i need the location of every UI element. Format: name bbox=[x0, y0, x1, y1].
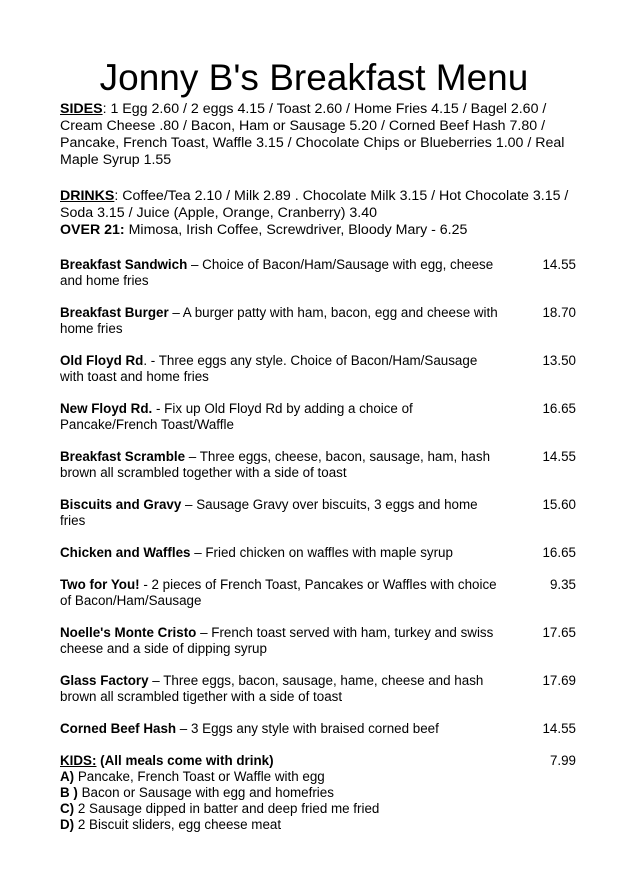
item-name: Noelle's Monte Cristo bbox=[60, 625, 197, 640]
sides-section bbox=[60, 101, 580, 169]
item-price: 18.70 bbox=[542, 305, 576, 320]
item-description: – Fried chicken on waffles with maple syrup bbox=[190, 545, 453, 560]
item-name: Breakfast Sandwich bbox=[60, 257, 188, 272]
item-price: 9.35 bbox=[549, 577, 576, 592]
over21-section bbox=[60, 222, 580, 239]
item-description: – A burger patty with ham, bacon, egg and cheese with home fries bbox=[60, 305, 498, 336]
menu-item bbox=[60, 545, 576, 561]
kids-option: A) Pancake, French Toast or Waffle with egg bbox=[60, 769, 325, 784]
item-price: 16.65 bbox=[542, 545, 576, 560]
item-price: 14.55 bbox=[542, 449, 576, 464]
item-description: – Three eggs, bacon, sausage, hame, cheese and hash brown all scrambled tigether with a side of toast bbox=[60, 673, 484, 704]
menu-item bbox=[60, 305, 576, 337]
menu-item bbox=[60, 721, 576, 737]
sides-label: SIDES bbox=[60, 101, 103, 117]
item-description: - Fix up Old Floyd Rd by adding a choice of Pancake/French Toast/Waffle bbox=[60, 401, 413, 432]
item-name: Chicken and Waffles bbox=[60, 545, 191, 560]
menu-item bbox=[60, 577, 576, 609]
kids-option: C) 2 Sausage dipped in batter and deep fried me fried bbox=[60, 801, 380, 816]
kids-note: (All meals come with drink) bbox=[96, 753, 274, 768]
item-price: 14.55 bbox=[542, 257, 576, 272]
drinks-text: : Coffee/Tea 2.10 / Milk 2.89 . Chocolate Milk 3.15 / Hot Chocolate 3.15 / Soda 3.15 / Juice (Apple, Orange, Cranberry) 3.40 bbox=[60, 188, 569, 221]
item-price: 15.60 bbox=[542, 497, 576, 512]
sides-text: : 1 Egg 2.60 / 2 eggs 4.15 / Toast 2.60 / Home Fries 4.15 / Bagel 2.60 / Cream Cheese .80 / Bacon, Ham or Sausage 5.20 / Corned Beef Hash 7.80 / Pancake, French Toast, Waffle 3.15 / Chocolate Chips or Blueberries 1.00 / Real Maple Syrup 1.55 bbox=[60, 101, 565, 168]
item-description: - 2 pieces of French Toast, Pancakes or Waffles with choice of Bacon/Ham/Sausage bbox=[60, 577, 497, 608]
drinks-section bbox=[60, 188, 580, 222]
item-price: 17.69 bbox=[542, 673, 576, 688]
item-price: 17.65 bbox=[542, 625, 576, 640]
item-name: Corned Beef Hash bbox=[60, 721, 177, 736]
item-description: . - Three eggs any style. Choice of Bacon/Ham/Sausage with toast and home fries bbox=[60, 353, 478, 384]
item-description: – French toast served with ham, turkey and swiss cheese and a side of dipping syrup bbox=[60, 625, 494, 656]
over21-label: OVER 21: bbox=[60, 222, 125, 238]
item-name: Breakfast Scramble bbox=[60, 449, 186, 464]
item-name: New Floyd Rd. bbox=[60, 401, 153, 416]
menu-item bbox=[60, 401, 576, 433]
over21-text: Mimosa, Irish Coffee, Screwdriver, Bloody Mary - 6.25 bbox=[124, 222, 468, 238]
item-description: – 3 Eggs any style with braised corned beef bbox=[176, 721, 439, 736]
kids-price: 7.99 bbox=[549, 753, 576, 768]
menu-item bbox=[60, 257, 576, 289]
kids-section bbox=[60, 753, 576, 833]
item-description: – Choice of Bacon/Ham/Sausage with egg, cheese and home fries bbox=[60, 257, 494, 288]
item-name: Glass Factory bbox=[60, 673, 149, 688]
item-name: Old Floyd Rd bbox=[60, 353, 144, 368]
menu-item bbox=[60, 497, 576, 529]
item-description: – Three eggs, cheese, bacon, sausage, ham, hash brown all scrambled together with a side of toast bbox=[60, 449, 491, 480]
item-name: Two for You! bbox=[60, 577, 140, 592]
menu-item bbox=[60, 625, 576, 657]
kids-option: B ) Bacon or Sausage with egg and homefries bbox=[60, 785, 334, 800]
kids-option: D) 2 Biscuit sliders, egg cheese meat bbox=[60, 817, 282, 832]
item-name: Biscuits and Gravy bbox=[60, 497, 182, 512]
item-price: 16.65 bbox=[542, 401, 576, 416]
menu-item bbox=[60, 673, 576, 705]
item-price: 13.50 bbox=[542, 353, 576, 368]
kids-options bbox=[60, 769, 576, 833]
item-description: – Sausage Gravy over biscuits, 3 eggs and home fries bbox=[60, 497, 478, 528]
menu-item bbox=[60, 353, 576, 385]
item-price: 14.55 bbox=[542, 721, 576, 736]
menu-title: Jonny B's Breakfast Menu bbox=[99, 57, 529, 98]
menu-item bbox=[60, 449, 576, 481]
item-name: Breakfast Burger bbox=[60, 305, 169, 320]
kids-label: KIDS: bbox=[60, 753, 97, 768]
drinks-label: DRINKS bbox=[60, 188, 115, 204]
